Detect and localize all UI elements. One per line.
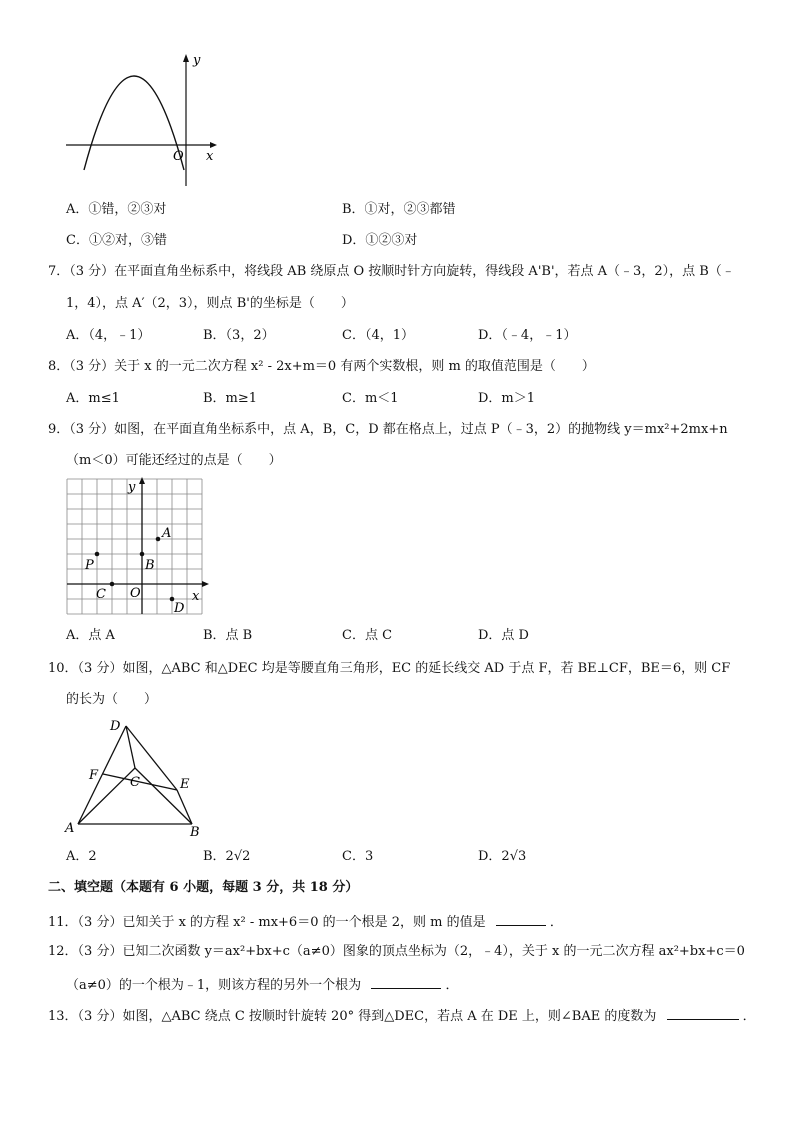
point-c <box>110 582 115 587</box>
point-p-label: P <box>85 558 94 573</box>
point-a <box>156 537 161 542</box>
vertex-e-label: E <box>180 777 190 792</box>
q6-option-c: C．①②对，③错 <box>66 233 167 248</box>
q11-text: 11．（3 分）已知关于 x 的方程 x² - mx+6＝0 的一个根是 2，则 m 的值是 <box>48 915 486 930</box>
vertex-d-label: D <box>110 719 121 734</box>
grid-y-axis-arrow <box>139 477 145 484</box>
q8-option-b: B．m≥1 <box>203 391 258 406</box>
q9-option-d: D．点 D <box>478 628 529 643</box>
q6-option-b: B．①对，②③都错 <box>342 202 456 217</box>
x-axis-label: x <box>206 149 214 164</box>
section-heading-fill-in: 二、填空题（本题有 6 小题，每题 3 分，共 18 分） <box>48 880 359 895</box>
q10-line2: 的长为（ ） <box>66 692 158 707</box>
q11-answer-blank[interactable] <box>496 911 546 926</box>
q9-option-b: B．点 B <box>203 628 253 643</box>
q9-line2: （m＜0）可能还经过的点是（ ） <box>66 453 282 468</box>
segment-eb <box>177 790 192 824</box>
q7-option-a: A．（4，﹣1） <box>66 328 151 343</box>
q8-line1: 8．（3 分）关于 x 的一元二次方程 x² - 2x+m＝0 有两个实数根，则 m 的取值范围是（ ） <box>48 359 595 374</box>
point-p <box>95 552 100 557</box>
q9-option-a: A．点 A <box>66 628 115 643</box>
point-b-label: B <box>145 558 155 573</box>
point-c-label: C <box>96 587 106 602</box>
point-c-label: C <box>130 775 140 790</box>
q8-option-d: D．m＞1 <box>478 391 536 406</box>
vertex-a-label: A <box>65 821 75 836</box>
q8-option-c: C．m＜1 <box>342 391 399 406</box>
parabola-figure <box>60 50 230 195</box>
q10-option-a: A．2 <box>66 849 97 864</box>
q7-option-b: B．（3，2） <box>203 328 275 343</box>
q12-line2-wrap <box>66 974 458 995</box>
point-b <box>140 552 145 557</box>
q9-line1: 9．（3 分）如图，在平面直角坐标系中，点 A，B，C，D 都在格点上，过点 P（﹣3，2）的抛物线 y＝mx²+2mx+n <box>48 422 728 437</box>
q10-option-d: D．2√3 <box>478 849 527 864</box>
q13-end: ． <box>742 1009 756 1024</box>
grid-x-axis-arrow <box>202 581 209 587</box>
y-axis-arrow <box>183 54 189 62</box>
origin-label: O <box>173 149 184 164</box>
vertex-b-label: B <box>190 825 200 840</box>
segment-ad <box>78 726 126 824</box>
q11-line <box>48 911 563 932</box>
triangle-figure <box>60 712 210 842</box>
q12-answer-blank[interactable] <box>371 974 441 989</box>
point-f-label: F <box>89 768 99 783</box>
q10-option-c: C．3 <box>342 849 374 864</box>
grid-figure <box>62 476 212 621</box>
q10-line1: 10．（3 分）如图，△ABC 和△DEC 均是等腰直角三角形，EC 的延长线交 AD 于点 F，若 BE⊥CF，BE＝6，则 CF <box>48 661 731 676</box>
q7-option-c: C．（4，1） <box>342 328 414 343</box>
q13-answer-blank[interactable] <box>667 1005 739 1020</box>
grid-y-label: y <box>128 480 136 495</box>
segment-ac <box>78 768 135 824</box>
q6-option-d: D．①②③对 <box>342 233 418 248</box>
q11-end: ． <box>549 915 563 930</box>
q12-line1: 12．（3 分）已知二次函数 y＝ax²+bx+c（a≠0）图象的顶点坐标为（2，﹣4），关于 x 的一元二次方程 ax²+bx+c＝0 <box>48 944 745 959</box>
x-axis-arrow <box>210 142 217 148</box>
q6-option-a: A．①错，②③对 <box>66 202 167 217</box>
point-d-label: D <box>174 601 185 616</box>
q7-line1: 7．（3 分）在平面直角坐标系中，将线段 AB 绕原点 O 按顺时针方向旋转，得线段 A'B'，若点 A（﹣3，2），点 B（﹣ <box>48 264 735 279</box>
grid-x-label: x <box>192 589 200 604</box>
point-a-label: A <box>162 526 172 541</box>
q13-text: 13．（3 分）如图，△ABC 绕点 C 按顺时针旋转 20° 得到△DEC，若点 A 在 DE 上，则∠BAE 的度数为 <box>48 1009 657 1024</box>
q10-option-b: B．2√2 <box>203 849 251 864</box>
q12-end: ． <box>445 978 459 993</box>
y-axis-label: y <box>193 53 201 68</box>
q7-option-d: D．（﹣4，﹣1） <box>478 328 577 343</box>
grid-origin-label: O <box>130 586 141 601</box>
parabola-curve <box>84 76 184 170</box>
q12-line2: （a≠0）的一个根为﹣1，则该方程的另外一个根为 <box>66 978 362 993</box>
q7-line2: 1，4），点 A′（2，3），则点 B'的坐标是（ ） <box>66 296 354 311</box>
q13-line <box>48 1005 756 1026</box>
q8-option-a: A．m≤1 <box>66 391 120 406</box>
q9-option-c: C．点 C <box>342 628 393 643</box>
